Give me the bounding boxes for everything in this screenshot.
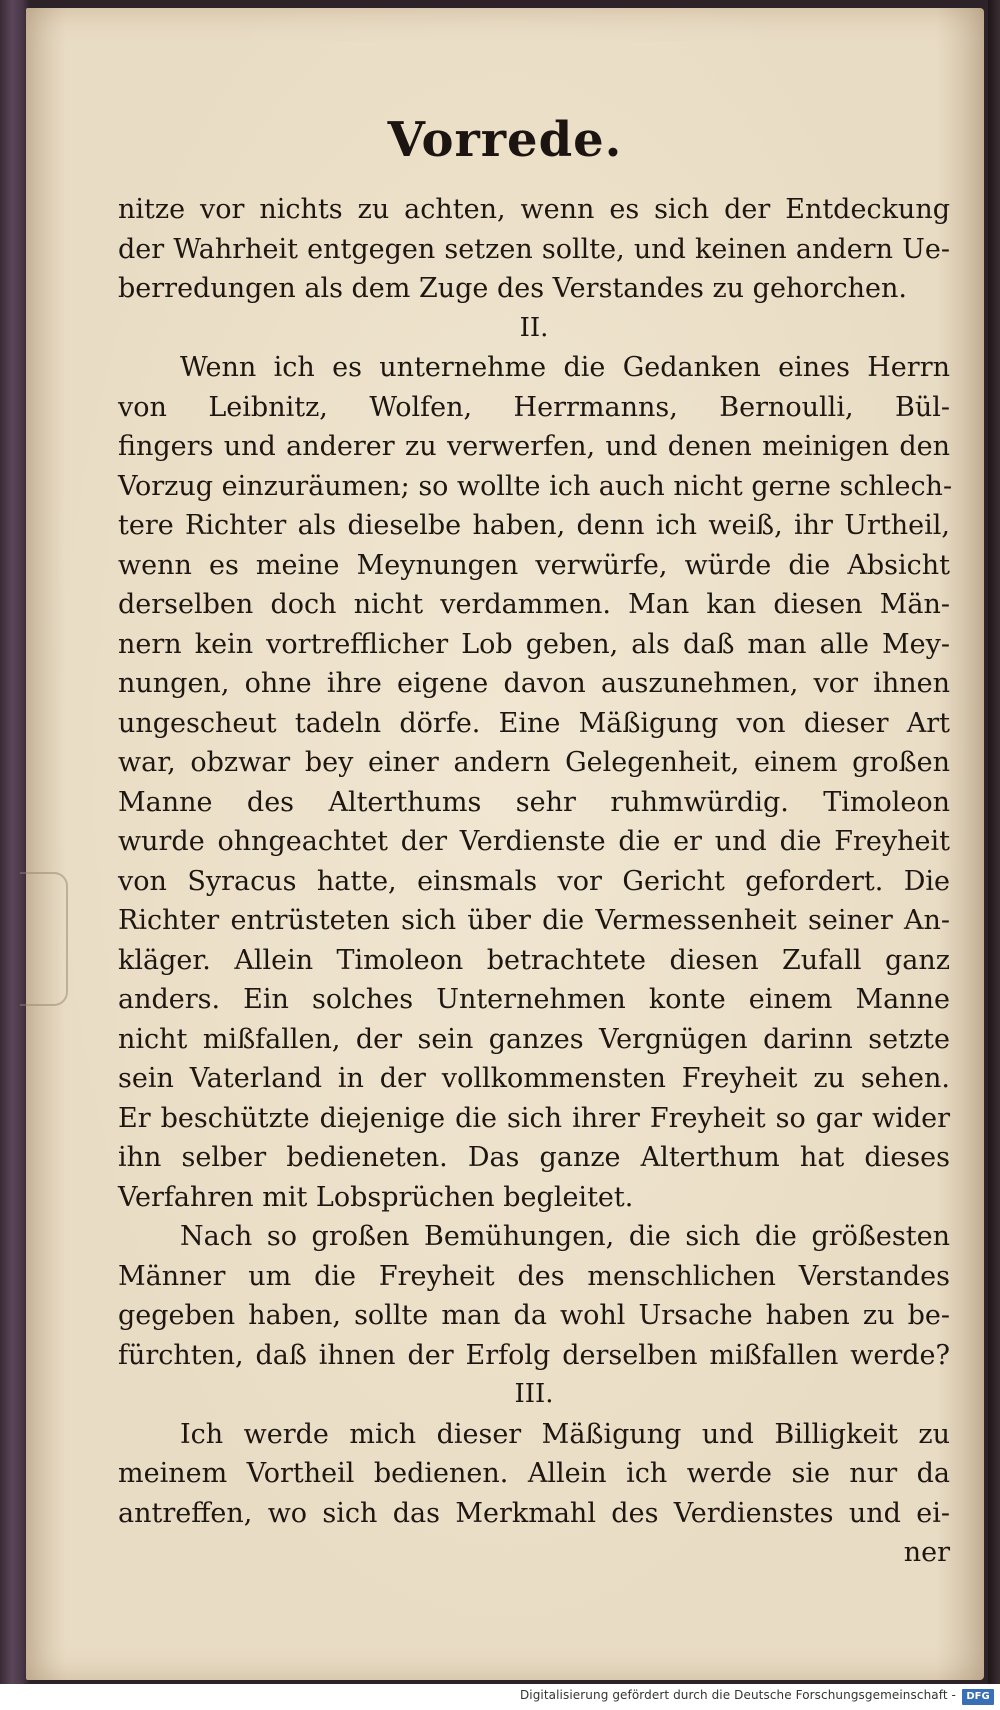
text-line: Wenn ich es unternehme die Gedanken eines Herrn bbox=[180, 352, 950, 383]
text-line: berredungen als dem Zuge des Verstandes zu gehorchen. bbox=[118, 273, 907, 304]
text-line: war, obzwar bey einer andern Gelegenheit, einem großen bbox=[118, 747, 950, 778]
text-line: der Wahrheit entgegen setzen sollte, und keinen andern Ue- bbox=[118, 233, 950, 265]
text-line: nungen, ohne ihre eigene davon auszunehmen, vor ihnen bbox=[118, 668, 950, 699]
text-line: Richter entrüsteten sich über die Vermessenheit seiner An- bbox=[118, 905, 950, 936]
page-heading: Vorrede. bbox=[387, 112, 623, 168]
paragraph bbox=[118, 348, 953, 1217]
text-line: tere Richter als dieselbe haben, denn ich weiß, ihr Urtheil, bbox=[118, 510, 950, 541]
paragraph-continued bbox=[118, 190, 950, 309]
text-line: fürchten, daß ihnen der Erfolg derselben mißfallen werde? bbox=[118, 1339, 950, 1371]
page-tab-impression bbox=[20, 872, 68, 1006]
text-line: antreffen, wo sich das Merkmahl des Verdienstes und ei- bbox=[118, 1497, 950, 1529]
text-line: anders. Ein solches Unternehmen konte einem Manne bbox=[118, 984, 950, 1015]
funding-credit: Digitalisierung gefördert durch die Deutsche Forschungsgemeinschaft - bbox=[519, 1688, 956, 1702]
text-line: nicht mißfallen, der sein ganzes Vergnügen darinn setzte bbox=[118, 1023, 950, 1055]
text-line: Verfahren mit Lobsprüchen begleitet. bbox=[118, 1181, 634, 1213]
text-line: sein Vaterland in der vollkommensten Freyheit zu sehen. bbox=[118, 1063, 950, 1094]
text-line: ungescheut tadeln dörfe. Eine Mäßigung von dieser Art bbox=[118, 707, 950, 739]
section-numeral: III. bbox=[514, 1379, 554, 1409]
dfg-logo: DFG bbox=[962, 1689, 994, 1705]
text-line: von Leibnitz, Wolfen, Herrmanns, Bernoulli, Bül- bbox=[118, 391, 950, 423]
book-cover-edge bbox=[988, 0, 1000, 1710]
paragraph bbox=[118, 1217, 950, 1375]
text-line: fingers und anderer zu verwerfen, und denen meinigen den bbox=[118, 431, 950, 462]
text-line: gegeben haben, sollte man da wohl Ursache haben zu be- bbox=[118, 1300, 950, 1331]
text-line: derselben doch nicht verdammen. Man kan diesen Män- bbox=[118, 589, 950, 620]
digitization-footer bbox=[0, 1684, 1000, 1710]
text-line: Männer um die Freyheit des menschlichen Verstandes bbox=[118, 1260, 950, 1292]
text-line: nern kein vortrefflicher Lob geben, als daß man alle Mey- bbox=[118, 628, 950, 660]
text-line: ihn selber bedieneten. Das ganze Alterthum hat dieses bbox=[118, 1142, 950, 1173]
catchword: ner bbox=[903, 1537, 950, 1568]
text-line: Er beschützte diejenige die sich ihrer Freyheit so gar wider bbox=[118, 1102, 950, 1134]
paragraph bbox=[118, 1415, 950, 1534]
text-line: meinem Vortheil bedienen. Allein ich werde sie nur da bbox=[118, 1458, 950, 1489]
text-line: wenn es meine Meynungen verwürfe, würde die Absicht bbox=[118, 549, 950, 581]
text-line: nitze vor nichts zu achten, wenn es sich der Entdeckung bbox=[118, 194, 950, 225]
page-body bbox=[118, 190, 953, 1573]
text-line: von Syracus hatte, einsmals vor Gericht gefordert. Die bbox=[118, 865, 950, 897]
text-line: Manne des Alterthums sehr ruhmwürdig. Timoleon bbox=[118, 786, 950, 818]
text-line: kläger. Allein Timoleon betrachtete diesen Zufall ganz bbox=[118, 944, 950, 976]
text-line: Nach so großen Bemühungen, die sich die größesten bbox=[180, 1221, 950, 1252]
section-numeral: II. bbox=[519, 312, 549, 343]
text-line: Ich werde mich dieser Mäßigung und Billigkeit zu bbox=[180, 1418, 950, 1450]
text-line: Vorzug einzuräumen; so wollte ich auch nicht gerne schlech- bbox=[118, 470, 953, 502]
text-line: wurde ohngeachtet der Verdienste die er und die Freyheit bbox=[118, 826, 950, 857]
